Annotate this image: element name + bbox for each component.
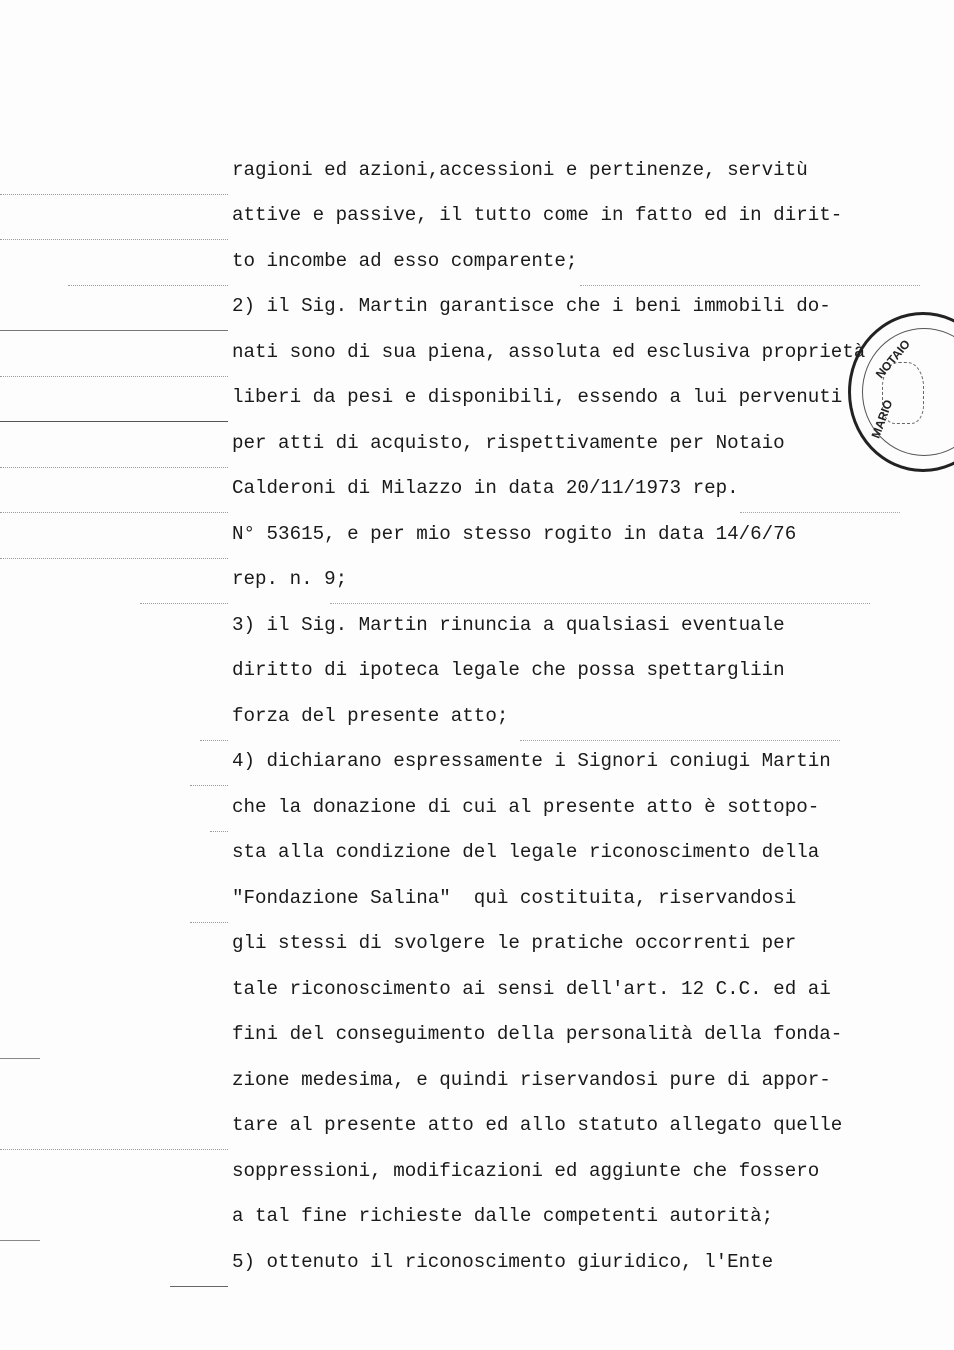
text-line bbox=[0, 883, 900, 929]
text-line bbox=[0, 382, 900, 428]
text-line bbox=[0, 1247, 900, 1293]
line-text: soppressioni, modificazioni ed aggiunte che fossero bbox=[232, 1160, 820, 1182]
line-text: per atti di acquisto, rispettivamente per Notaio bbox=[232, 432, 785, 454]
line-text: "Fondazione Salina" quì costituita, riservandosi bbox=[232, 887, 797, 909]
line-text: a tal fine richieste dalle competenti autorità; bbox=[232, 1205, 774, 1227]
text-line bbox=[0, 701, 900, 747]
line-text: 2) il Sig. Martin garantisce che i beni immobili do- bbox=[232, 295, 831, 317]
line-text: 4) dichiarano espressamente i Signori coniugi Martin bbox=[232, 750, 831, 772]
text-line bbox=[0, 610, 900, 656]
text-line bbox=[0, 1156, 900, 1202]
text-line bbox=[0, 1019, 900, 1065]
text-line bbox=[0, 246, 900, 292]
line-text: Calderoni di Milazzo in data 20/11/1973 rep. bbox=[232, 477, 739, 499]
line-text: N° 53615, e per mio stesso rogito in data 14/6/76 bbox=[232, 523, 797, 545]
notary-seal-stamp bbox=[848, 312, 954, 472]
text-line bbox=[0, 1201, 900, 1247]
line-text: fini del conseguimento della personalità della fonda- bbox=[232, 1023, 843, 1045]
line-text: diritto di ipoteca legale che possa spettargliin bbox=[232, 659, 785, 681]
text-line bbox=[0, 291, 900, 337]
line-text: gli stessi di svolgere le pratiche occorrenti per bbox=[232, 932, 797, 954]
line-text: 5) ottenuto il riconoscimento giuridico, l'Ente bbox=[232, 1251, 774, 1273]
text-line bbox=[0, 155, 900, 201]
text-line bbox=[0, 564, 900, 610]
text-line bbox=[0, 746, 900, 792]
text-line bbox=[0, 655, 900, 701]
line-text: rep. n. 9; bbox=[232, 568, 348, 590]
line-text: che la donazione di cui al presente atto è sottopo- bbox=[232, 796, 820, 818]
text-line bbox=[0, 200, 900, 246]
line-text: zione medesima, e quindi riservandosi pure di appor- bbox=[232, 1069, 831, 1091]
text-line bbox=[0, 837, 900, 883]
text-line bbox=[0, 337, 900, 383]
line-text: sta alla condizione del legale riconoscimento della bbox=[232, 841, 820, 863]
seal-text: NOTAIO bbox=[872, 336, 913, 382]
text-line bbox=[0, 1065, 900, 1111]
text-line bbox=[0, 928, 900, 974]
text-line bbox=[0, 1110, 900, 1156]
line-text: tare al presente atto ed allo statuto allegato quelle bbox=[232, 1114, 843, 1136]
text-line bbox=[0, 974, 900, 1020]
text-line bbox=[0, 428, 900, 474]
text-line bbox=[0, 519, 900, 565]
line-text: attive e passive, il tutto come in fatto ed in dirit- bbox=[232, 204, 843, 226]
line-text: to incombe ad esso comparente; bbox=[232, 250, 578, 272]
line-text: forza del presente atto; bbox=[232, 705, 509, 727]
line-text: liberi da pesi e disponibili, essendo a lui pervenuti bbox=[232, 386, 843, 408]
line-text: 3) il Sig. Martin rinuncia a qualsiasi eventuale bbox=[232, 614, 785, 636]
text-line bbox=[0, 792, 900, 838]
line-text: tale riconoscimento ai sensi dell'art. 12 C.C. ed ai bbox=[232, 978, 831, 1000]
seal-text: MARIO bbox=[868, 397, 896, 441]
line-text: ragioni ed azioni,accessioni e pertinenze, servitù bbox=[232, 159, 808, 181]
text-line bbox=[0, 473, 900, 519]
line-text: nati sono di sua piena, assoluta ed esclusiva proprietà bbox=[232, 341, 866, 363]
